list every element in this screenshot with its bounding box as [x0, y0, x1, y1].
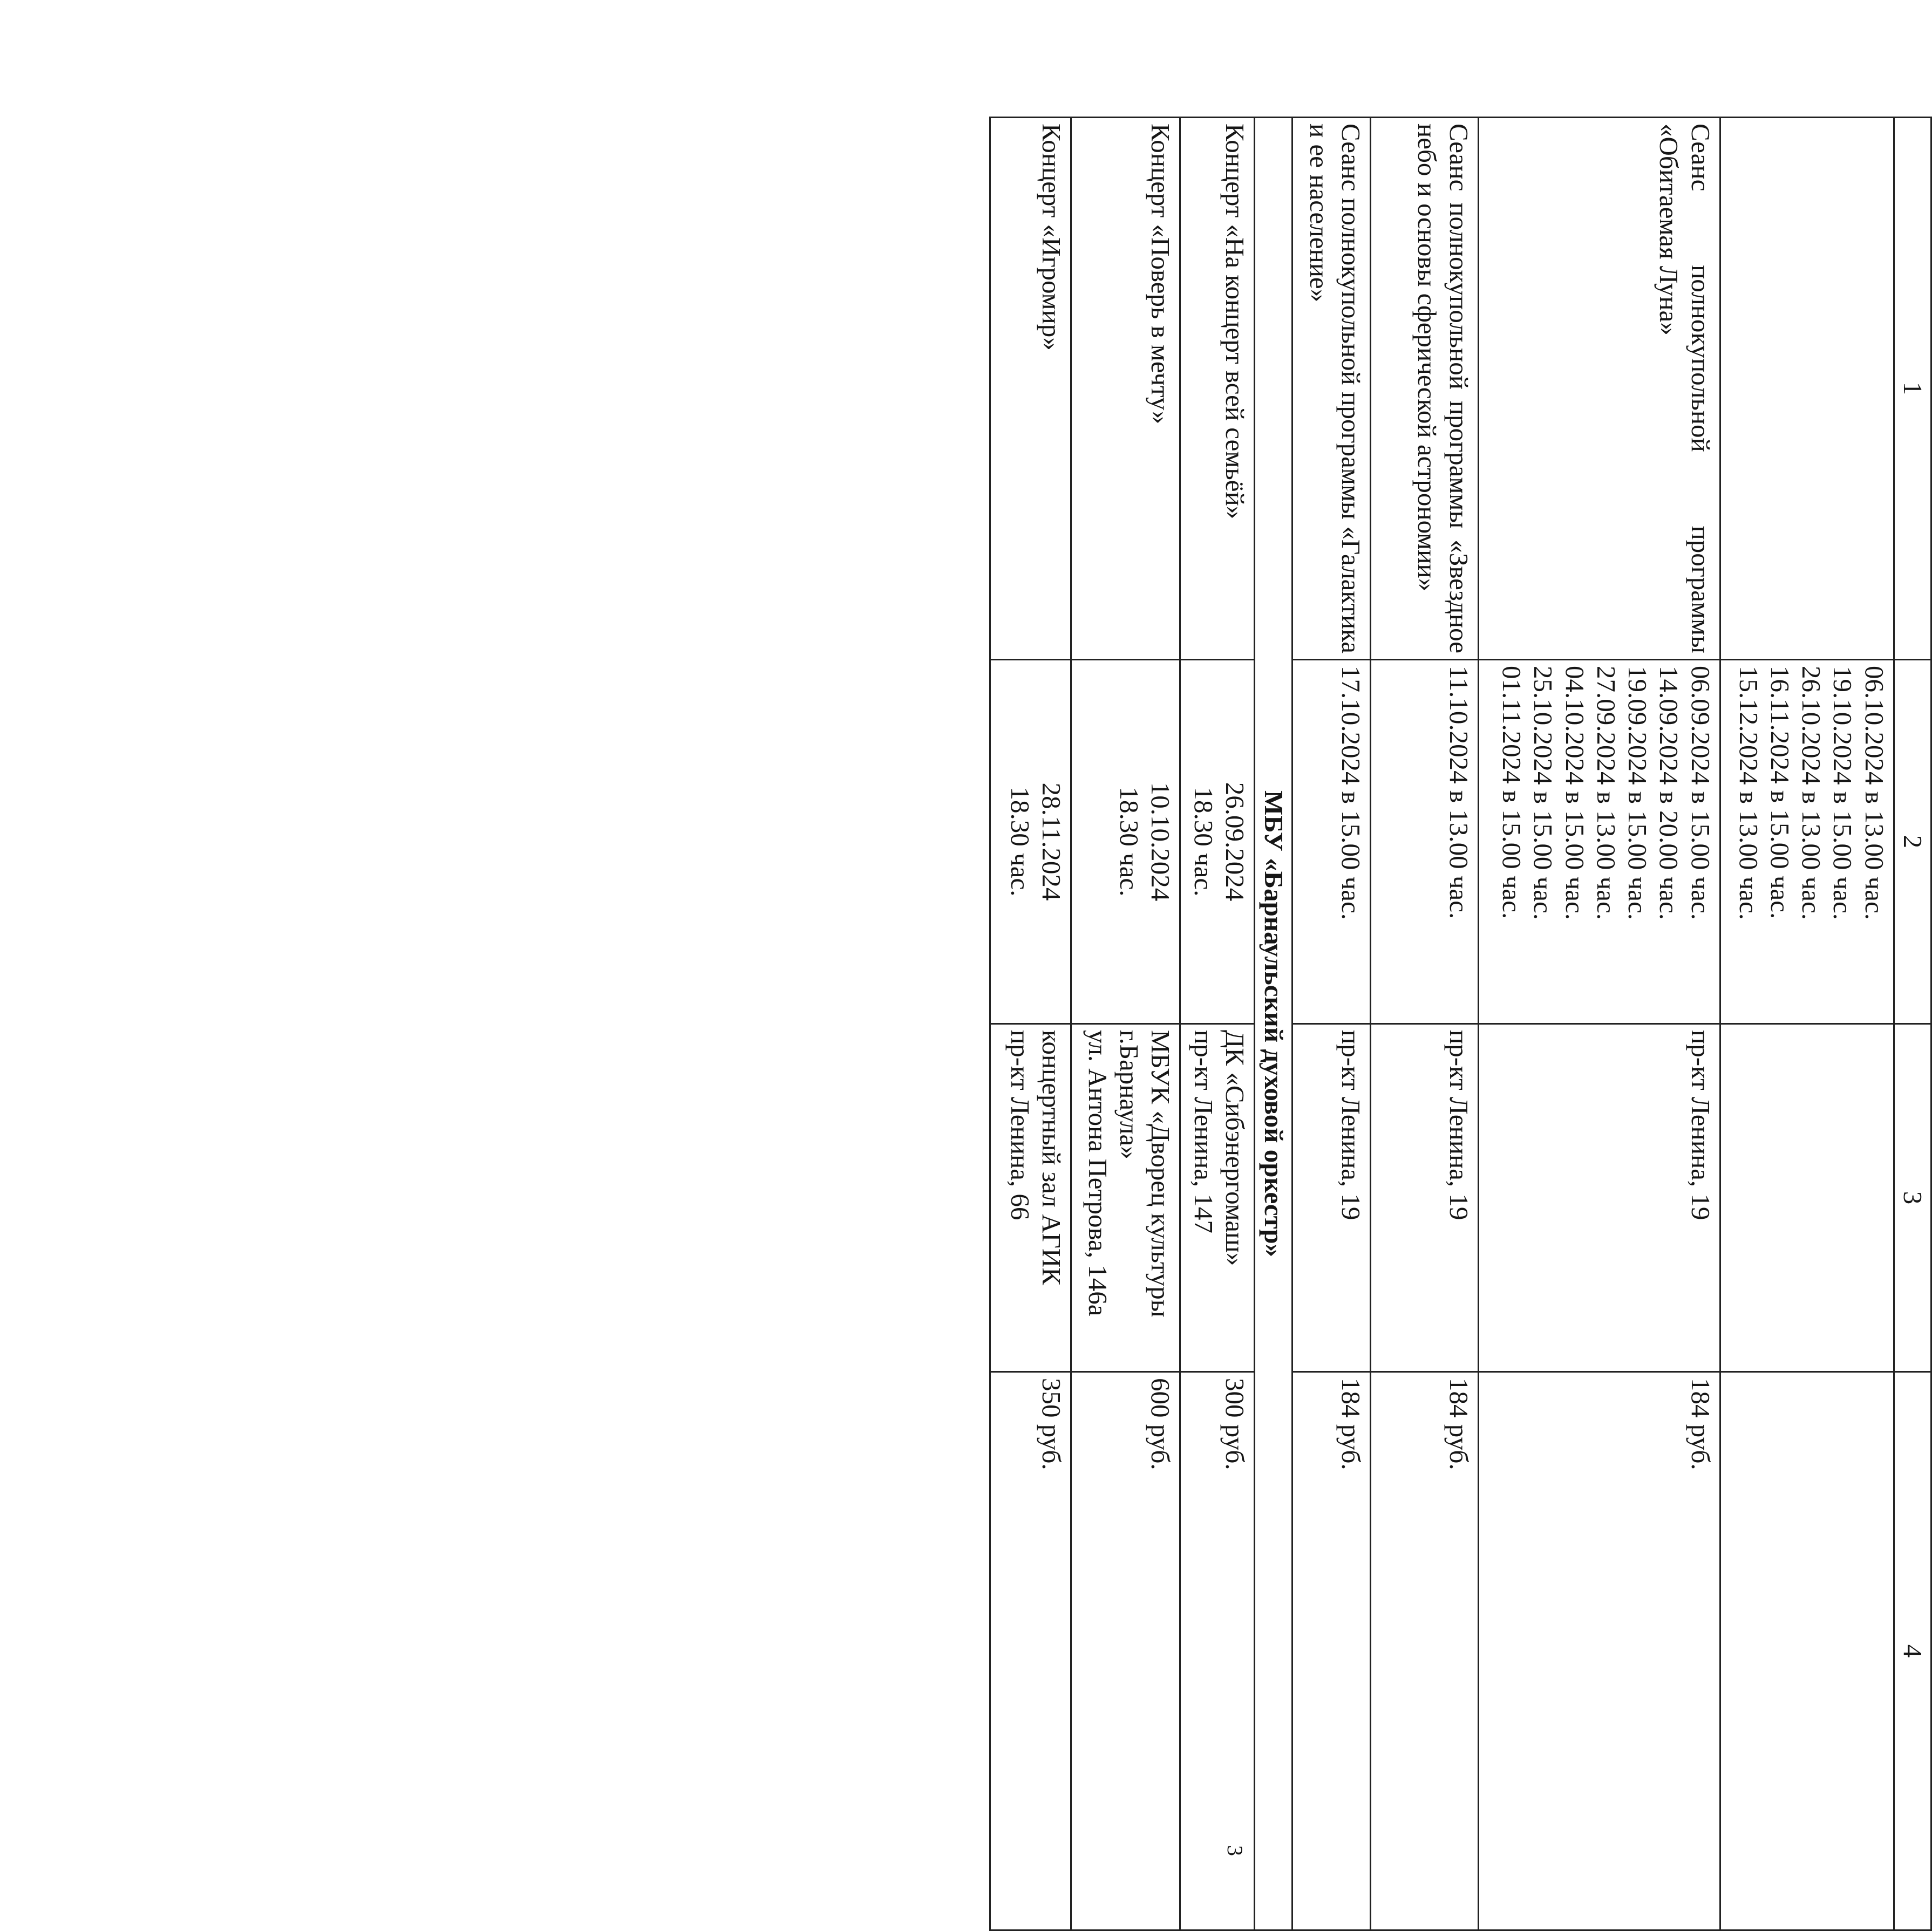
- address-line: пр-кт Ленина, 19: [1685, 1030, 1716, 1220]
- event-time: 18.30 час.: [1189, 787, 1219, 897]
- event-address: [1180, 1024, 1255, 1372]
- event-date: 06.09.2024 в 15.00 час.: [1685, 666, 1716, 920]
- table-row: [1071, 118, 1180, 1930]
- event-dates: [1071, 660, 1180, 1024]
- event-price: 300 руб.: [1180, 1372, 1255, 1930]
- address-line: г.Барнаула»: [1114, 1030, 1145, 1159]
- table-row: [1370, 118, 1478, 1930]
- address-line: концертный зал АГИК: [1037, 1030, 1067, 1285]
- event-price: 184 руб.: [1478, 1372, 1720, 1930]
- event-address: [1071, 1024, 1180, 1372]
- events-table: [989, 117, 1932, 1931]
- event-date: 11.10.2024 в 13.00 час.: [1444, 666, 1474, 919]
- event-address: [1478, 1024, 1720, 1372]
- event-date: 14.09.2024 в 20.00 час.: [1654, 666, 1684, 920]
- event-date: 10.10.2024: [1146, 782, 1176, 902]
- event-date: 19.10.2024 в 15.00 час.: [1828, 666, 1858, 920]
- event-date: 15.12.2024 в 13.00 час.: [1733, 666, 1764, 920]
- table-row: [1292, 118, 1370, 1930]
- event-address: [1720, 1024, 1894, 1372]
- event-dates: [1180, 660, 1255, 1024]
- event-date: 01.11.2024 в 15.00 час.: [1496, 666, 1527, 919]
- table-row: [1478, 118, 1720, 1930]
- event-price: 600 руб.: [1071, 1372, 1180, 1930]
- table-row: [1180, 118, 1255, 1930]
- column-number-row: [1894, 118, 1931, 1930]
- event-time: 18.30 час.: [1005, 787, 1036, 897]
- event-name: Концерт «Поверь в мечту»: [1071, 118, 1180, 660]
- address-line: МБУК «Дворец культуры: [1146, 1030, 1176, 1318]
- address-line: пр-кт Ленина, 147: [1189, 1030, 1219, 1233]
- event-dates: [1720, 660, 1894, 1024]
- event-date: 28.11.2024: [1037, 782, 1067, 901]
- event-date: 19.09.2024 в 15.00 час.: [1623, 666, 1653, 920]
- event-name: Концерт «На концерт всей семьёй»: [1180, 118, 1255, 660]
- event-date: 26.09.2024: [1220, 782, 1250, 902]
- event-price: [1720, 1372, 1894, 1930]
- organization-header-row: [1255, 118, 1292, 1930]
- address-line: пр-кт Ленина, 19: [1336, 1030, 1366, 1220]
- table-row: [990, 118, 1071, 1930]
- event-dates: [990, 660, 1071, 1024]
- column-number: 4: [1894, 1372, 1931, 1930]
- event-date: 04.10.2024 в 15.00 час.: [1560, 666, 1590, 920]
- organization-header: МБУ «Барнаульский духовой оркестр»: [1255, 118, 1292, 1930]
- event-name: [1720, 118, 1894, 660]
- event-price: 184 руб.: [1292, 1372, 1370, 1930]
- address-line: пр-кт Ленина, 19: [1444, 1030, 1474, 1220]
- event-dates: [1370, 660, 1478, 1024]
- event-address: [990, 1024, 1071, 1372]
- column-number: 1: [1894, 118, 1931, 660]
- event-name: Сеанс полнокупольной программы «Звездное небо и основы сферической астрономии»: [1370, 118, 1478, 660]
- address-line: пр-кт Ленина, 66: [1005, 1030, 1036, 1220]
- event-address: [1292, 1024, 1370, 1372]
- event-dates: [1292, 660, 1370, 1024]
- event-date: 26.10.2024 в 13.00 час.: [1797, 666, 1827, 920]
- event-time: 18.30 час.: [1114, 787, 1145, 897]
- event-date: 16.11.2024 в 15.00 час.: [1765, 666, 1795, 919]
- event-date: 06.10.2024 в 13.00 час.: [1859, 666, 1889, 920]
- event-dates: [1478, 660, 1720, 1024]
- event-price: 350 руб.: [990, 1372, 1071, 1930]
- event-name: Сеанс полнокупольной программы «Галактика и ее население»: [1292, 118, 1370, 660]
- table-row: [1720, 118, 1894, 1930]
- event-price: 184 руб.: [1370, 1372, 1478, 1930]
- rotated-document: [858, 117, 1932, 1929]
- event-name: Концерт «Игромир»: [990, 118, 1071, 660]
- page-number: 3: [1223, 1845, 1247, 1856]
- event-address: [1370, 1024, 1478, 1372]
- event-date: 25.10.2024 в 15.00 час.: [1528, 666, 1559, 920]
- event-date: 27.09.2024 в 13.00 час.: [1591, 666, 1621, 920]
- column-number: 2: [1894, 660, 1931, 1024]
- event-date: 17.10.2024 в 15.00 час.: [1336, 666, 1366, 920]
- event-name: Сеанс полнокупольной программы «Обитаемая Луна»: [1478, 118, 1720, 660]
- address-line: ул. Антона Петрова, 146а: [1083, 1030, 1113, 1316]
- column-number: 3: [1894, 1024, 1931, 1372]
- address-line: ДК «Сибэнергомаш»: [1220, 1030, 1250, 1266]
